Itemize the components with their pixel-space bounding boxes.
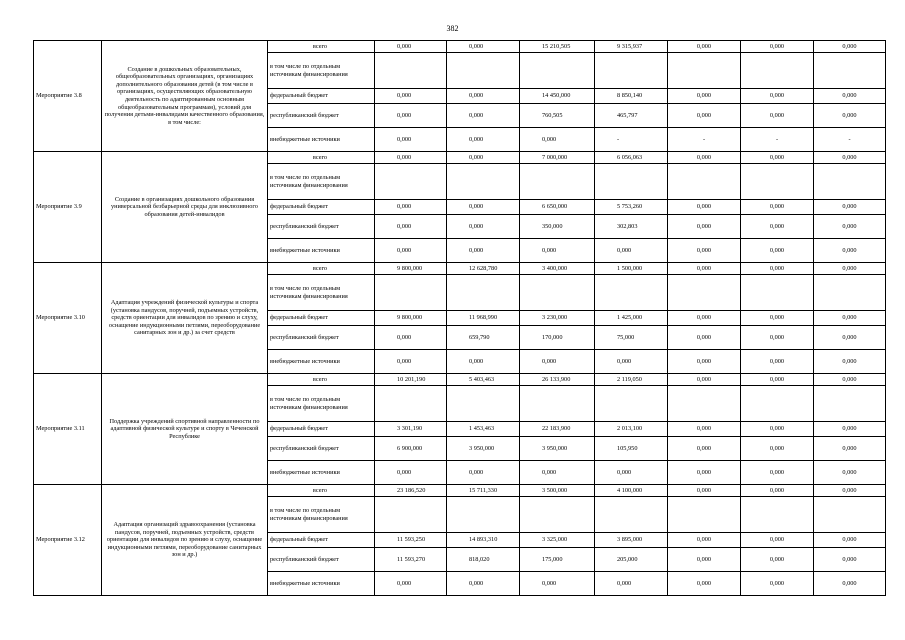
amount-cell: 0,000 [814,350,886,374]
amount-cell: 0,000 [814,215,886,239]
amount-cell: 0,000 [520,350,595,374]
amount-cell [447,497,520,533]
funding-source-label: федеральный бюджет [268,89,375,104]
funding-source-label: в том числе по отдельным источникам финансирования [268,275,375,311]
amount-cell: 0,000 [741,533,814,548]
amount-cell: 1 500,000 [595,263,668,275]
event-name: Мероприятие 3.11 [34,374,102,485]
amount-cell: 2 119,050 [595,374,668,386]
amount-cell [668,386,741,422]
funding-source-label: внебюджетные источники [268,239,375,263]
page-number: 382 [446,24,459,33]
amount-cell: 350,000 [520,215,595,239]
amount-cell: 0,000 [447,350,520,374]
amount-cell: 6 056,063 [595,152,668,164]
amount-cell: 0,000 [814,104,886,128]
amount-cell [375,53,447,89]
table-row [34,485,886,497]
amount-cell: 0,000 [668,422,741,437]
amount-cell: 0,000 [668,239,741,263]
amount-cell [375,275,447,311]
amount-cell: 0,000 [741,437,814,461]
amount-cell: 0,000 [741,326,814,350]
amount-cell: 205,000 [595,548,668,572]
funding-source-label: республиканский бюджет [268,104,375,128]
amount-cell: 0,000 [741,350,814,374]
amount-cell: 14 893,310 [447,533,520,548]
amount-cell: 0,000 [520,128,595,152]
amount-cell [520,53,595,89]
amount-cell [595,164,668,200]
amount-cell: 0,000 [741,41,814,53]
amount-cell: - [741,128,814,152]
table-row [34,152,886,164]
amount-cell: 0,000 [741,263,814,275]
amount-cell: 0,000 [520,461,595,485]
amount-cell: 11 593,270 [375,548,447,572]
amount-cell: 0,000 [741,548,814,572]
amount-cell: 0,000 [447,152,520,164]
amount-cell: 0,000 [375,461,447,485]
amount-cell: 0,000 [375,239,447,263]
funding-source-label: внебюджетные источники [268,128,375,152]
amount-cell: 0,000 [375,89,447,104]
funding-source-label: республиканский бюджет [268,326,375,350]
amount-cell: 0,000 [741,152,814,164]
amount-cell: 0,000 [814,437,886,461]
amount-cell: 0,000 [668,200,741,215]
amount-cell: 105,950 [595,437,668,461]
amount-cell: 3 895,000 [595,533,668,548]
amount-cell [375,164,447,200]
amount-cell [447,164,520,200]
amount-cell: 0,000 [741,374,814,386]
funding-source-label: всего [268,263,375,275]
amount-cell [595,275,668,311]
amount-cell: 0,000 [668,41,741,53]
amount-cell: 0,000 [814,200,886,215]
amount-cell: 0,000 [668,89,741,104]
amount-cell: - [595,128,668,152]
amount-cell: 75,000 [595,326,668,350]
amount-cell: 0,000 [668,461,741,485]
amount-cell: 0,000 [447,200,520,215]
amount-cell: 0,000 [741,200,814,215]
amount-cell: 3 301,190 [375,422,447,437]
amount-cell [447,275,520,311]
amount-cell: 0,000 [814,311,886,326]
funding-source-label: республиканский бюджет [268,548,375,572]
amount-cell: 760,505 [520,104,595,128]
amount-cell: 6 650,000 [520,200,595,215]
amount-cell: 14 450,000 [520,89,595,104]
amount-cell: 2 013,100 [595,422,668,437]
amount-cell: 0,000 [375,41,447,53]
amount-cell [668,497,741,533]
amount-cell: 0,000 [741,572,814,596]
amount-cell: 3 950,000 [447,437,520,461]
amount-cell: 0,000 [668,311,741,326]
amount-cell: 0,000 [447,41,520,53]
amount-cell: 0,000 [595,572,668,596]
amount-cell: 15 711,330 [447,485,520,497]
amount-cell: 0,000 [668,263,741,275]
amount-cell: 0,000 [375,350,447,374]
amount-cell: 0,000 [447,461,520,485]
amount-cell: 0,000 [447,215,520,239]
amount-cell: 0,000 [668,548,741,572]
amount-cell: 0,000 [447,239,520,263]
amount-cell [741,164,814,200]
amount-cell: 0,000 [814,239,886,263]
amount-cell: 0,000 [520,572,595,596]
amount-cell: 0,000 [668,350,741,374]
amount-cell: 0,000 [741,461,814,485]
funding-source-label: всего [268,374,375,386]
amount-cell: 0,000 [814,572,886,596]
amount-cell [814,275,886,311]
amount-cell [520,386,595,422]
funding-source-label: в том числе по отдельным источникам финансирования [268,386,375,422]
event-description: Поддержка учреждений спортивной направленности по адаптивной физической культуре и спорту в Чеченской Республике [102,374,268,485]
amount-cell: 0,000 [595,239,668,263]
amount-cell: 0,000 [741,215,814,239]
funding-source-label: внебюджетные источники [268,461,375,485]
amount-cell [814,53,886,89]
amount-cell: 9 315,937 [595,41,668,53]
amount-cell: 12 628,780 [447,263,520,275]
amount-cell [741,497,814,533]
event-name: Мероприятие 3.8 [34,41,102,152]
amount-cell: 1 453,463 [447,422,520,437]
amount-cell [520,164,595,200]
funding-source-label: в том числе по отдельным источникам финансирования [268,53,375,89]
amount-cell: 175,000 [520,548,595,572]
amount-cell [668,275,741,311]
amount-cell: 0,000 [814,263,886,275]
amount-cell [375,497,447,533]
amount-cell: 170,000 [520,326,595,350]
amount-cell [814,497,886,533]
amount-cell: 0,000 [375,215,447,239]
amount-cell: 0,000 [447,572,520,596]
amount-cell [520,275,595,311]
amount-cell: 0,000 [814,41,886,53]
table-row [34,374,886,386]
event-description: Адаптация учреждений физической культуры и спорта (установка пандусов, поручней, подъемных устройств, средств ориентации для инвалидов по зрению и слуху, оснащение индукционными петлями, переоборудование санитарных зон и др.) за счет средств [102,263,268,374]
funding-source-label: в том числе по отдельным источникам финансирования [268,497,375,533]
amount-cell: 26 133,900 [520,374,595,386]
amount-cell [595,53,668,89]
amount-cell: 465,797 [595,104,668,128]
amount-cell: 659,790 [447,326,520,350]
amount-cell: 0,000 [375,128,447,152]
amount-cell: 0,000 [814,461,886,485]
funding-source-label: федеральный бюджет [268,200,375,215]
amount-cell: 0,000 [814,422,886,437]
amount-cell: 3 500,000 [520,485,595,497]
amount-cell: 0,000 [375,572,447,596]
amount-cell: 0,000 [668,152,741,164]
amount-cell: 11 593,250 [375,533,447,548]
amount-cell: - [814,128,886,152]
amount-cell: 9 800,000 [375,263,447,275]
amount-cell: 0,000 [814,485,886,497]
amount-cell [668,53,741,89]
amount-cell: 0,000 [520,239,595,263]
amount-cell: 0,000 [741,485,814,497]
amount-cell: 0,000 [668,437,741,461]
amount-cell: 5 753,260 [595,200,668,215]
funding-source-label: федеральный бюджет [268,422,375,437]
funding-source-label: федеральный бюджет [268,311,375,326]
funding-source-label: в том числе по отдельным источникам финансирования [268,164,375,200]
event-description: Адаптация организаций здравоохранения (установка пандусов, поручней, подъемных устройств, средств ориентации для инвалидов по зрению и слуху, оснащение индукционными петлями, переоборудование санитарных зон и др.) [102,485,268,596]
event-name: Мероприятие 3.12 [34,485,102,596]
amount-cell: 0,000 [814,152,886,164]
funding-source-label: внебюджетные источники [268,572,375,596]
amount-cell: 0,000 [814,533,886,548]
funding-source-label: республиканский бюджет [268,437,375,461]
funding-source-label: федеральный бюджет [268,533,375,548]
amount-cell [595,497,668,533]
funding-source-label: республиканский бюджет [268,215,375,239]
amount-cell: 0,000 [814,548,886,572]
amount-cell: 0,000 [595,350,668,374]
amount-cell: 0,000 [668,485,741,497]
amount-cell: 0,000 [668,572,741,596]
funding-source-label: внебюджетные источники [268,350,375,374]
amount-cell: 0,000 [741,89,814,104]
amount-cell: 1 425,000 [595,311,668,326]
amount-cell: 0,000 [668,326,741,350]
amount-cell [447,386,520,422]
amount-cell: - [668,128,741,152]
amount-cell: 0,000 [375,200,447,215]
amount-cell: 302,803 [595,215,668,239]
amount-cell: 0,000 [741,422,814,437]
amount-cell: 0,000 [741,239,814,263]
amount-cell: 3 230,000 [520,311,595,326]
amount-cell: 0,000 [741,104,814,128]
amount-cell: 0,000 [741,311,814,326]
amount-cell [520,497,595,533]
amount-cell: 0,000 [668,104,741,128]
event-name: Мероприятие 3.10 [34,263,102,374]
event-description: Создание в организациях дошкольного образования универсальной безбарьерной среды для инклюзивного образования детей-инвалидов [102,152,268,263]
amount-cell [595,386,668,422]
amount-cell: 0,000 [447,89,520,104]
amount-cell: 0,000 [375,326,447,350]
amount-cell: 5 403,463 [447,374,520,386]
amount-cell: 6 900,000 [375,437,447,461]
budget-table [33,40,886,596]
amount-cell: 15 210,505 [520,41,595,53]
amount-cell [814,386,886,422]
amount-cell: 3 950,000 [520,437,595,461]
amount-cell: 0,000 [814,89,886,104]
event-name: Мероприятие 3.9 [34,152,102,263]
amount-cell: 22 183,900 [520,422,595,437]
amount-cell [814,164,886,200]
amount-cell: 0,000 [595,461,668,485]
amount-cell [447,53,520,89]
amount-cell: 0,000 [668,215,741,239]
table-row [34,41,886,53]
amount-cell: 11 968,990 [447,311,520,326]
amount-cell: 9 800,000 [375,311,447,326]
funding-source-label: всего [268,152,375,164]
amount-cell: 0,000 [814,326,886,350]
amount-cell: 23 186,520 [375,485,447,497]
amount-cell: 0,000 [447,128,520,152]
amount-cell: 0,000 [447,104,520,128]
amount-cell: 10 201,190 [375,374,447,386]
amount-cell: 818,020 [447,548,520,572]
amount-cell: 8 850,140 [595,89,668,104]
amount-cell: 0,000 [375,104,447,128]
amount-cell: 3 400,000 [520,263,595,275]
amount-cell: 0,000 [668,533,741,548]
amount-cell: 0,000 [814,374,886,386]
amount-cell: 0,000 [375,152,447,164]
amount-cell: 0,000 [668,374,741,386]
event-description: Создание в дошкольных образовательных, общеобразовательных организациях, организациях дополнительного образования детей (в том числе в организациях, осуществляющих образовательную деятельность по адаптированным основным общеобразовательным программам), условий для получения детьми-инвалидами качественного образования, в том числе: [102,41,268,152]
amount-cell: 3 325,000 [520,533,595,548]
amount-cell: 7 000,000 [520,152,595,164]
amount-cell [668,164,741,200]
table-row [34,263,886,275]
funding-source-label: всего [268,41,375,53]
amount-cell [741,275,814,311]
amount-cell: 4 100,000 [595,485,668,497]
amount-cell [741,386,814,422]
amount-cell [741,53,814,89]
funding-source-label: всего [268,485,375,497]
amount-cell [375,386,447,422]
